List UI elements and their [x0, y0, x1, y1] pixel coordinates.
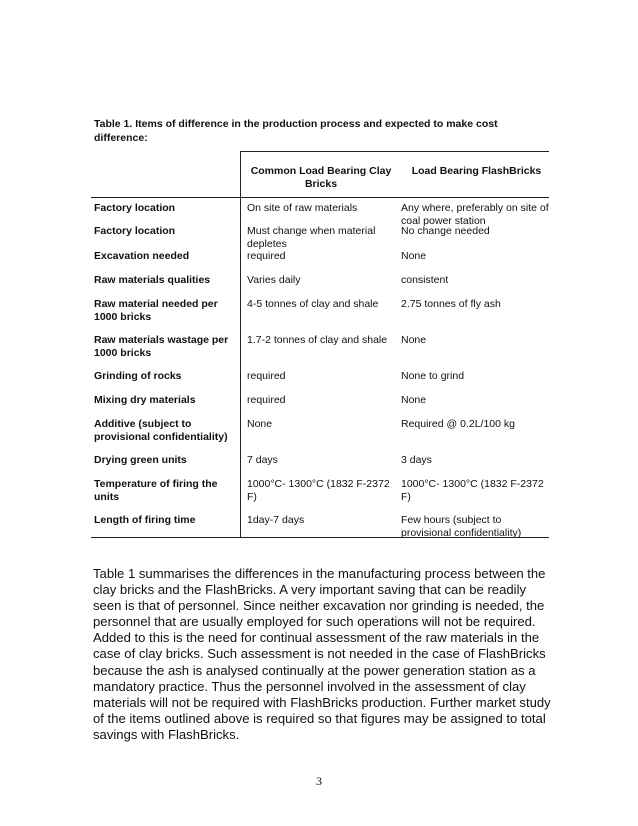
clay-value: 7 days — [247, 454, 278, 466]
header-top-rule — [240, 151, 549, 152]
row-label: Excavation needed — [94, 250, 190, 262]
column-header-clay: Common Load Bearing Clay Bricks — [250, 165, 392, 190]
clay-value: required — [247, 370, 286, 382]
flash-value: 3 days — [401, 454, 432, 466]
clay-value: required — [247, 394, 286, 406]
flash-value: No change needed — [401, 225, 490, 237]
row-label: Raw materials qualities — [94, 274, 211, 286]
clay-value: Varies daily — [247, 274, 301, 286]
clay-value: None — [247, 418, 273, 430]
row-label: Raw materials wastage per 1000 bricks — [94, 334, 229, 359]
row-label: Factory location — [94, 225, 176, 237]
clay-value: 4-5 tonnes of clay and shale — [247, 298, 379, 310]
row-label: Mixing dry materials — [94, 394, 196, 406]
clay-value: 1day-7 days — [247, 514, 305, 526]
header-bottom-rule — [91, 197, 549, 198]
clay-value: 1000°C- 1300°C (1832 F-2372 F) — [247, 478, 390, 503]
summary-paragraph: Table 1 summarises the differences in the manufacturing process between the clay bricks and the FlashBricks. A very important saving that can be readily seen is that of personnel. Since neither excavation nor grinding is needed, the personnel that are usually employed for such operations will not be required. Added to this is the need for continual assessment of the raw materials in the case of clay bricks. Such assessment is not needed in the case of FlashBricks because the ash is analysed continually at the power generation station as a mandatory practice. Thus the personnel involved in the assessment of clay materials will not be required with FlashBricks production. Further market study of the items outlined above is required so that figures may be assigned to total savings with FlashBricks. — [93, 566, 551, 742]
page-number: 3 — [316, 774, 322, 788]
row-label: Temperature of firing the units — [94, 478, 218, 503]
flash-value: 1000°C- 1300°C (1832 F-2372 F) — [401, 478, 544, 503]
flash-value: Required @ 0.2L/100 kg — [401, 418, 515, 430]
flash-value: Few hours (subject to provisional confidentiality) — [401, 514, 522, 539]
row-label: Drying green units — [94, 454, 187, 466]
table-caption: Table 1. Items of difference in the production process and expected to make cost difference: — [94, 118, 498, 144]
row-label: Grinding of rocks — [94, 370, 182, 382]
row-label: Raw material needed per 1000 bricks — [94, 298, 218, 323]
row-label: Length of firing time — [94, 514, 196, 526]
flash-value: Any where, preferably on site of coal power station — [401, 202, 549, 227]
body-column-divider — [240, 197, 241, 537]
table-bottom-rule — [91, 537, 549, 538]
flash-value: None — [401, 334, 427, 346]
flash-value: None to grind — [401, 370, 465, 382]
column-header-flash: Load Bearing FlashBricks — [411, 165, 542, 177]
flash-value: consistent — [401, 274, 449, 286]
flash-value: 2.75 tonnes of fly ash — [401, 298, 501, 310]
clay-value: 1.7-2 tonnes of clay and shale — [247, 334, 388, 346]
clay-value: On site of raw materials — [247, 202, 358, 214]
flash-value: None — [401, 250, 427, 262]
row-label: Additive (subject to provisional confidentiality) — [94, 418, 228, 443]
flash-value: None — [401, 394, 427, 406]
clay-value: Must change when material depletes — [247, 225, 376, 250]
clay-value: required — [247, 250, 286, 262]
row-label: Factory location — [94, 202, 176, 214]
